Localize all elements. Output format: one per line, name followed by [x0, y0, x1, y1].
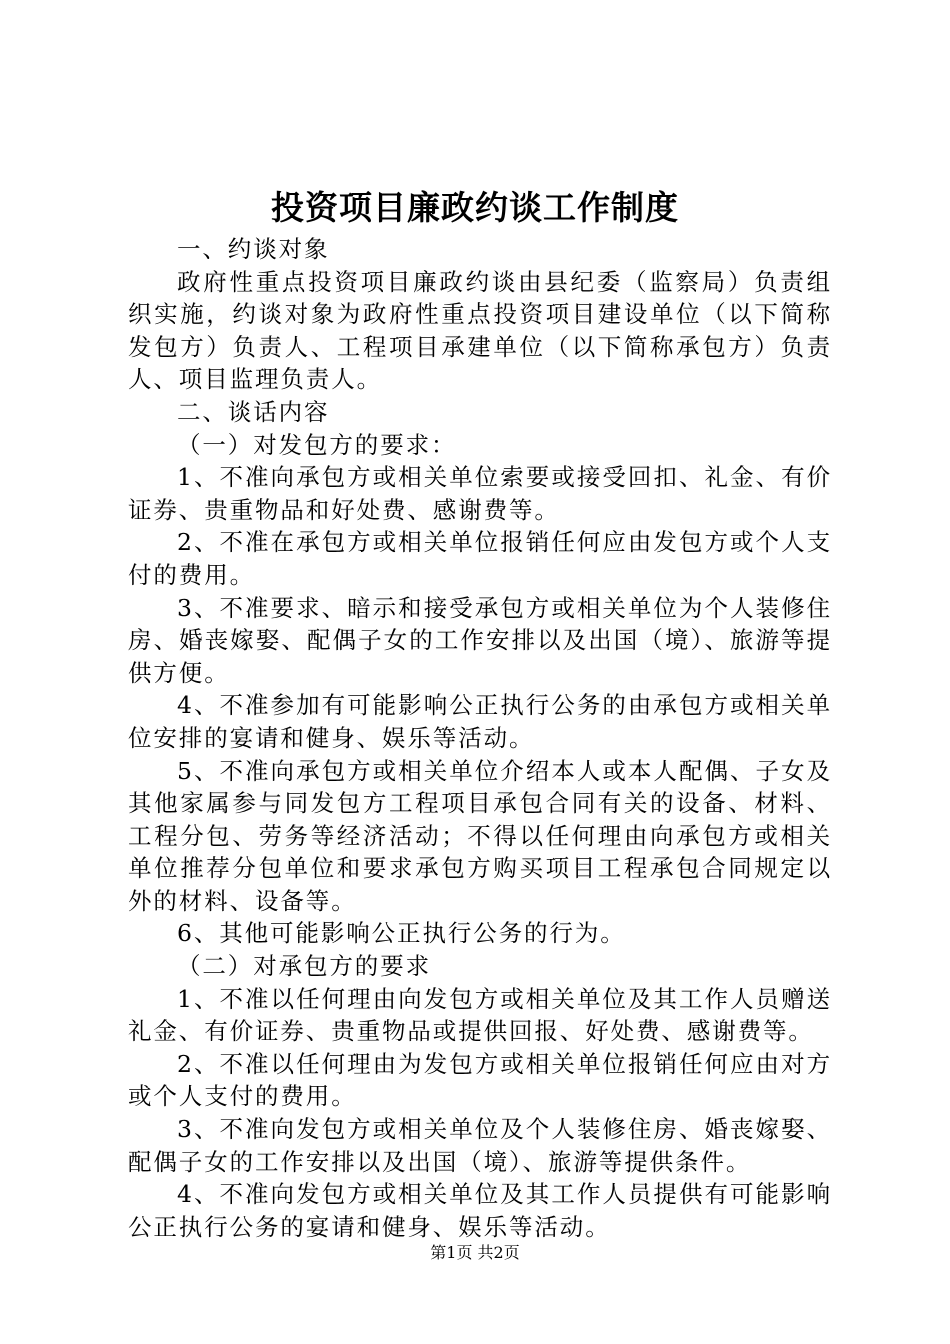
list-item: 3、不准要求、暗示和接受承包方或相关单位为个人装修住房、婚丧嫁娶、配偶子女的工作安排以及出国（境）、旅游等提供方便。	[128, 593, 832, 687]
list-item: 1、不准向承包方或相关单位索要或接受回扣、礼金、有价证券、贵重物品和好处费、感谢费等。	[128, 463, 832, 524]
page-footer: 第1页 共2页	[430, 1243, 520, 1262]
paragraph: 政府性重点投资项目廉政约谈由县纪委（监察局）负责组织实施，约谈对象为政府性重点投资项目建设单位（以下简称发包方）负责人、工程项目承建单位（以下简称承包方）负责人、项目监理负责人。	[128, 267, 832, 394]
list-item: 5、不准向承包方或相关单位介绍本人或本人配偶、子女及其他家属参与同发包方工程项目承包合同有关的设备、材料、工程分包、劳务等经济活动；不得以任何理由向承包方或相关单位推荐分包单位和要求承包方购买项目工程承包合同规定以外的材料、设备等。	[128, 756, 832, 915]
list-item: 6、其他可能影响公正执行公务的行为。	[177, 919, 626, 948]
list-item: 2、不准在承包方或相关单位报销任何应由发包方或个人支付的费用。	[128, 528, 832, 589]
list-item: 4、不准参加有可能影响公正执行公务的由承包方或相关单位安排的宴请和健身、娱乐等活动。	[128, 691, 832, 752]
document-title: 投资项目廉政约谈工作制度	[271, 188, 679, 227]
section-heading: 二、谈话内容	[177, 397, 330, 426]
subsection-heading: （一）对发包方的要求：	[177, 430, 457, 459]
list-item: 4、不准向发包方或相关单位及其工作人员提供有可能影响公正执行公务的宴请和健身、娱乐等活动。	[128, 1180, 832, 1241]
document-body	[128, 233, 832, 1243]
list-item: 2、不准以任何理由为发包方或相关单位报销任何应由对方或个人支付的费用。	[128, 1049, 832, 1111]
subsection-heading: （二）对承包方的要求	[177, 952, 431, 981]
list-item: 3、不准向发包方或相关单位及个人装修住房、婚丧嫁娶、配偶子女的工作安排以及出国（境）、旅游等提供条件。	[128, 1115, 832, 1176]
section-heading: 一、约谈对象	[177, 235, 330, 263]
list-item: 1、不准以任何理由向发包方或相关单位及其工作人员赠送礼金、有价证券、贵重物品或提供回报、好处费、感谢费等。	[128, 984, 832, 1046]
